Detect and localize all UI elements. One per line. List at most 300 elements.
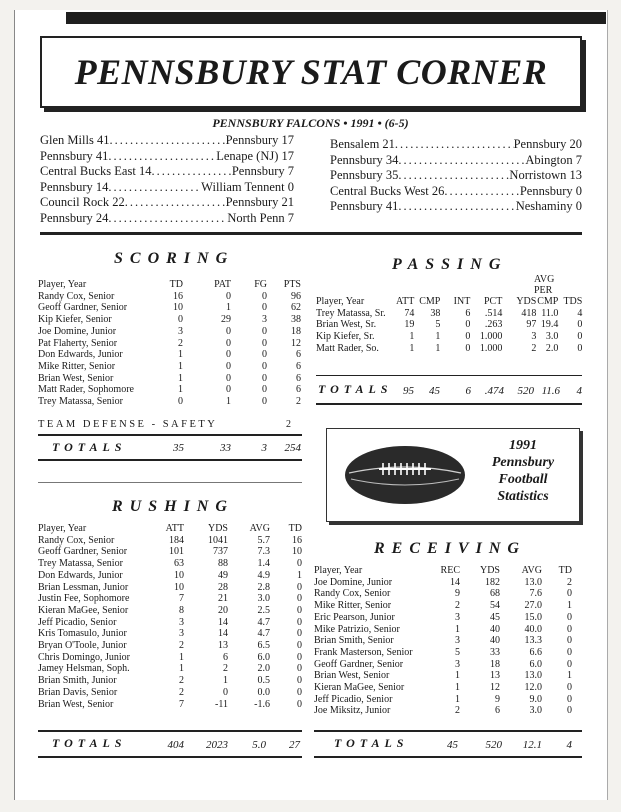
table-row [38,314,301,326]
receiving-totals-label: TOTALS [334,736,409,750]
stat-td: 0 [297,628,302,640]
stat-pts: 6 [296,372,301,384]
leader-dots [109,133,225,149]
stat-rec: 14 [450,576,460,588]
stat-avg: 13.3 [524,635,542,647]
stat-avg: 9.0 [529,693,542,705]
table-row [316,343,582,355]
title-box [40,36,582,108]
section-divider [40,232,582,235]
game-right-score: Neshaminy 0 [515,199,582,213]
stat-yds: 40 [490,635,500,647]
header-avg-cmp: CMP [537,296,559,307]
stat-td: 0 [567,693,572,705]
stat-int: 6 [465,307,471,319]
header-pct: PCT [484,296,503,307]
stat-avg: 4.7 [257,616,270,628]
stat-att: 1 [409,331,415,343]
table-row [38,373,301,385]
stat-pat: 0 [226,360,231,372]
stat-td: 0 [567,588,572,600]
stat-yds: 14 [218,616,228,628]
stat-rec: 5 [455,646,460,658]
passing-table [316,296,582,355]
game-left-score: Pennsbury 41 [40,148,109,163]
stat-td: 10 [173,302,183,314]
player-name: Frank Masterson, Senior [314,646,413,658]
header-att: ATT [396,296,415,307]
stat-td: 0 [297,558,302,570]
player-name: Brian West, Senior [314,670,390,682]
scoring-total-fg: 3 [261,442,267,454]
game-left-score: Glen Mills 41 [40,133,110,147]
stat-yds: 6 [495,705,500,717]
game-right-score: Pennsbury 20 [513,137,582,151]
receiving-table [314,565,572,717]
header-player: Player, Year [38,279,87,290]
stat-att: 10 [174,569,184,581]
game-result-row [330,153,582,169]
stat-yds: 14 [218,628,228,640]
stat-rec: 1 [455,670,460,682]
table-row [38,384,301,396]
stat-cmp: 38 [430,307,441,319]
stat-td: 16 [173,290,183,302]
stat-avg: 6.0 [529,658,542,670]
rushing-title: RUSHING [112,498,234,515]
game-right-score: Norristown 13 [509,168,582,182]
stat-td: 2 [178,337,183,349]
stat-yds: 6 [223,651,228,663]
stat-td: 0 [297,616,302,628]
rushing-bottom-rule [38,756,302,758]
table-row [38,605,302,617]
passing-bottom-rule [316,403,582,405]
stat-int: 0 [465,342,471,354]
top-rule [66,12,606,24]
rushing-total-yds: 2023 [206,739,228,751]
leader-dots [444,184,519,200]
stat-td: 1 [178,372,183,384]
stat-pts: 18 [291,325,301,337]
stat-td: 0 [297,698,302,710]
stat-fg: 0 [262,372,267,384]
stat-pat: 0 [226,325,231,337]
player-name: Matt Rader, Sophomore [38,384,134,396]
stat-fg: 0 [262,302,267,314]
stat-td: 0 [297,686,302,698]
rushing-totals-rule [38,730,302,732]
game-result-row [330,137,582,153]
stat-yds: 13 [490,670,500,682]
header-int: INT [453,296,471,307]
passing-per-header: PER [534,285,553,296]
stat-td: 0 [297,640,302,652]
player-name: Joe Domine, Junior [314,576,393,588]
player-name: Eric Pearson, Junior [314,611,395,623]
stat-rec: 9 [455,588,460,600]
stat-yds: 45 [490,611,500,623]
stat-tds: 4 [577,307,583,319]
stat-avg: 2.5 [257,604,270,616]
scoring-total-pat: 33 [220,442,231,454]
player-name: Trey Matassa, Senior [38,396,123,408]
table-row [38,652,302,664]
stat-avg: -1.6 [254,698,270,710]
game-result-row [330,168,582,184]
leader-dots [398,153,525,169]
table-row [316,308,582,320]
stat-td: 0 [297,663,302,675]
player-name: Randy Cox, Senior [38,534,115,546]
player-name: Mike Patrizio, Senior [314,623,400,635]
stat-pat: 0 [226,384,231,396]
stat-pct: 1.000 [479,342,503,354]
stat-avg: 5.7 [257,534,270,546]
game-left-score: Council Rock 22 [40,195,125,209]
receiving-total-avg: 12.1 [522,739,542,751]
stat-avg: 4.7 [257,628,270,640]
passing-totals-label: TOTALS [318,382,393,396]
player-name: Geoff Gardner, Senior [38,302,128,314]
stat-avg: 0.0 [257,686,270,698]
stat-yds: 1 [223,675,228,687]
stat-td: 0 [178,396,183,408]
stat-avg: 13.0 [524,576,542,588]
stat-fg: 0 [262,360,267,372]
stat-cmp: 1 [435,331,441,343]
game-result-row [40,133,294,149]
stat-att: 74 [404,307,415,319]
stat-avg: 4.9 [257,569,270,581]
stat-tds: 0 [577,331,583,343]
header-td: TD [169,279,183,290]
stat-pts: 6 [296,384,301,396]
stat-rec: 2 [455,705,460,717]
player-name: Brian West, Sr. [316,319,377,331]
game-result-row [330,199,582,215]
stat-tds: 0 [577,319,583,331]
stat-att: 101 [169,546,184,558]
stat-int: 0 [465,319,471,331]
receiving-total-yds: 520 [485,739,502,751]
stat-fg: 0 [262,396,267,408]
stat-rec: 3 [455,635,460,647]
game-right-score: Pennsbury 21 [225,195,294,209]
table-row [314,705,572,717]
stat-yds: 0 [223,686,228,698]
header-player: Player, Year [314,565,363,576]
game-left-score: Pennsbury 24 [40,210,109,225]
table-row [38,558,302,570]
stat-fg: 0 [262,337,267,349]
passing-total-yds: 520 [517,385,534,397]
player-name: Don Edwards, Junior [38,349,123,361]
stat-td: 0 [567,658,572,670]
game-right-score: North Penn 7 [227,210,294,225]
header-fg: FG [254,279,267,290]
stat-att: 3 [179,616,184,628]
stat-yds: 13 [218,640,228,652]
player-name: Pat Flaherty, Senior [38,337,118,349]
table-row [314,577,572,589]
passing-totals-rule [316,375,582,376]
player-name: Randy Cox, Senior [38,290,115,302]
player-name: Randy Cox, Senior [314,588,391,600]
stat-yds: 33 [490,646,500,658]
rushing-total-att: 404 [167,739,184,751]
leader-dots [125,195,226,211]
receiving-total-td: 4 [566,739,572,751]
stat-avg: 2.0 [257,663,270,675]
passing-total-int: 6 [465,385,471,397]
table-row [38,628,302,640]
stat-att: 10 [174,581,184,593]
stat-yds: 20 [218,604,228,616]
table-row [38,546,302,558]
player-name: Geoff Gardner, Senior [38,546,128,558]
stat-td: 0 [567,611,572,623]
game-left-score: Pennsbury 35 [330,168,399,182]
stat-yds: 68 [490,588,500,600]
stat-yds: -11 [215,698,228,710]
stat-avg: 7.3 [257,546,270,558]
stat-td: 0 [178,314,183,326]
stat-pat: 0 [226,290,231,302]
table-row [38,699,302,711]
scoring-totals-rule [38,434,302,436]
stat-att: 2 [179,686,184,698]
table-row [314,600,572,612]
stat-pct: 1.000 [479,331,503,343]
stat-pat: 29 [221,314,231,326]
header-tds: TDS [563,296,583,307]
table-header-row [38,279,301,291]
stat-att: 1 [179,651,184,663]
table-row [314,670,572,682]
stat-att: 2 [179,640,184,652]
stat-cmp: 1 [435,342,441,354]
table-row [38,687,302,699]
table-row [38,593,302,605]
leader-dots [151,164,231,180]
stat-yds: 21 [218,593,228,605]
stat-fg: 0 [262,349,267,361]
stat-td: 0 [567,623,572,635]
stat-pts: 12 [291,337,301,349]
stat-avg: 13.0 [524,670,542,682]
game-left-score: Pennsbury 34 [330,152,399,167]
player-name: Don Edwards, Junior [38,569,123,581]
stat-avg: 6.5 [257,640,270,652]
stat-fg: 0 [262,384,267,396]
stat-pat: 0 [226,349,231,361]
passing-total-cmp: 45 [429,385,440,397]
header-att: ATT [165,523,184,534]
table-row [316,331,582,343]
header-yds: YDS [207,523,228,534]
player-name: Jamey Helsman, Soph. [38,663,130,675]
table-row [314,635,572,647]
receiving-totals-rule [314,730,582,732]
passing-total-pct: .474 [484,385,504,397]
table-row [314,647,572,659]
stat-tds: 0 [577,342,583,354]
stat-td: 16 [292,534,302,546]
stat-pts: 6 [296,349,301,361]
table-row [38,640,302,652]
game-right-score: Abington 7 [525,152,582,167]
stat-td: 3 [178,325,183,337]
stat-pts: 2 [296,396,301,408]
stat-td: 1 [178,349,183,361]
player-name: Mike Ritter, Senior [314,600,392,612]
stat-avg: 19.4 [540,319,559,331]
header-avg: AVG [249,523,270,534]
receiving-title: RECEIVING [374,540,526,557]
passing-avg-header: AVG [534,274,555,285]
stat-pts: 6 [296,360,301,372]
stat-yds: 40 [490,623,500,635]
passing-title: PASSING [392,256,508,273]
stat-td: 1 [178,384,183,396]
passing-total-avg: 11.6 [541,385,560,397]
leader-dots [395,137,514,153]
football-icon [343,443,467,507]
game-left-score: Pennsbury 41 [330,199,399,213]
header-pat: PAT [214,279,231,290]
stat-avg: 27.0 [524,600,542,612]
game-right-score: Pennsbury 17 [225,133,294,147]
player-name: Brian Smith, Junior [38,675,117,687]
game-left-score: Central Bucks East 14 [40,164,152,178]
promo-year: 1991 [509,438,537,453]
game-results-right [330,137,582,215]
header-td: TD [558,565,572,576]
stat-yds: 2 [531,342,537,354]
stat-pct: .263 [484,319,503,331]
stat-pat: 1 [226,302,231,314]
stat-td: 10 [292,546,302,558]
player-name: Kieran MaGee, Senior [38,604,129,616]
receiving-total-rec: 45 [447,739,458,751]
stat-yds: 97 [526,319,537,331]
player-name: Kip Kiefer, Sr. [316,331,375,343]
scoring-total-td: 35 [173,442,184,454]
stat-td: 0 [297,604,302,616]
stat-td: 1 [567,670,572,682]
stat-yds: 54 [490,600,500,612]
player-name: Trey Matassa, Senior [38,558,123,570]
leader-dots [108,180,201,196]
stat-yds: 12 [490,682,500,694]
table-row [38,535,302,547]
player-name: Matt Rader, So. [316,342,379,354]
stat-td: 0 [297,651,302,663]
stat-yds: 9 [495,693,500,705]
game-right-score: Pennsbury 0 [519,183,582,198]
stat-td: 0 [567,635,572,647]
game-results-left [40,133,294,226]
player-name: Brian Smith, Senior [314,635,394,647]
stat-avg: 11.0 [541,307,559,319]
stat-pts: 38 [291,314,301,326]
table-row [38,338,301,350]
game-result-row [40,164,294,180]
header-pts: PTS [283,279,301,290]
stat-att: 7 [179,593,184,605]
table-row [38,326,301,338]
stat-yds: 2 [223,663,228,675]
table-row [38,361,301,373]
stat-pts: 96 [291,290,301,302]
game-right-score: William Tennent 0 [201,179,294,194]
stat-yds: 3 [531,331,537,343]
header-td: TD [288,523,302,534]
stat-pat: 1 [226,396,231,408]
stat-cmp: 5 [435,319,441,331]
leader-dots [108,149,216,165]
stat-td: 1 [567,600,572,612]
header-player: Player, Year [316,296,365,307]
table-row [314,588,572,600]
stat-yds: 1041 [208,534,228,546]
table-row [38,291,301,303]
game-result-row [330,184,582,200]
leader-dots [398,199,515,215]
table-row [38,570,302,582]
player-name: Kris Tomasulo, Junior [38,628,127,640]
stat-avg: 3.0 [529,705,542,717]
stat-yds: 418 [521,307,537,319]
leader-dots [108,211,227,227]
player-name: Geoff Gardner, Senior [314,658,404,670]
rushing-totals-label: TOTALS [52,736,127,750]
stat-avg: 6.0 [257,651,270,663]
stat-td: 0 [567,705,572,717]
table-row [38,663,302,675]
rushing-table [38,523,302,710]
stat-avg: 7.6 [529,588,542,600]
player-name: Joe Miksitz, Junior [314,705,391,717]
rushing-top-rule [38,482,302,483]
header-yds: YDS [479,565,500,576]
stat-td: 0 [297,581,302,593]
player-name: Jeff Picadio, Senior [38,616,117,628]
player-name: Justin Fee, Sophomore [38,593,130,605]
table-row [314,682,572,694]
game-result-row [40,211,294,227]
game-left-score: Bensalem 21 [330,137,395,151]
stat-att: 3 [179,628,184,640]
page-title: PENNSBURY STAT CORNER [74,52,548,92]
player-name: Chris Domingo, Junior [38,651,130,663]
player-name: Trey Matassa, Sr. [316,307,386,319]
player-name: Brian West, Senior [38,372,114,384]
table-row [38,302,301,314]
stat-att: 2 [179,675,184,687]
player-name: Brian Lessman, Junior [38,581,129,593]
promo-subject: Statistics [497,489,549,504]
table-row [314,612,572,624]
promo-school: Pennsbury [491,455,555,470]
game-result-row [40,180,294,196]
player-name: Bryan O'Toole, Junior [38,640,127,652]
stat-att: 1 [179,663,184,675]
stat-avg: 6.6 [529,646,542,658]
stat-avg: 15.0 [524,611,542,623]
season-heading: PENNSBURY FALCONS • 1991 • (6-5) [212,116,409,130]
